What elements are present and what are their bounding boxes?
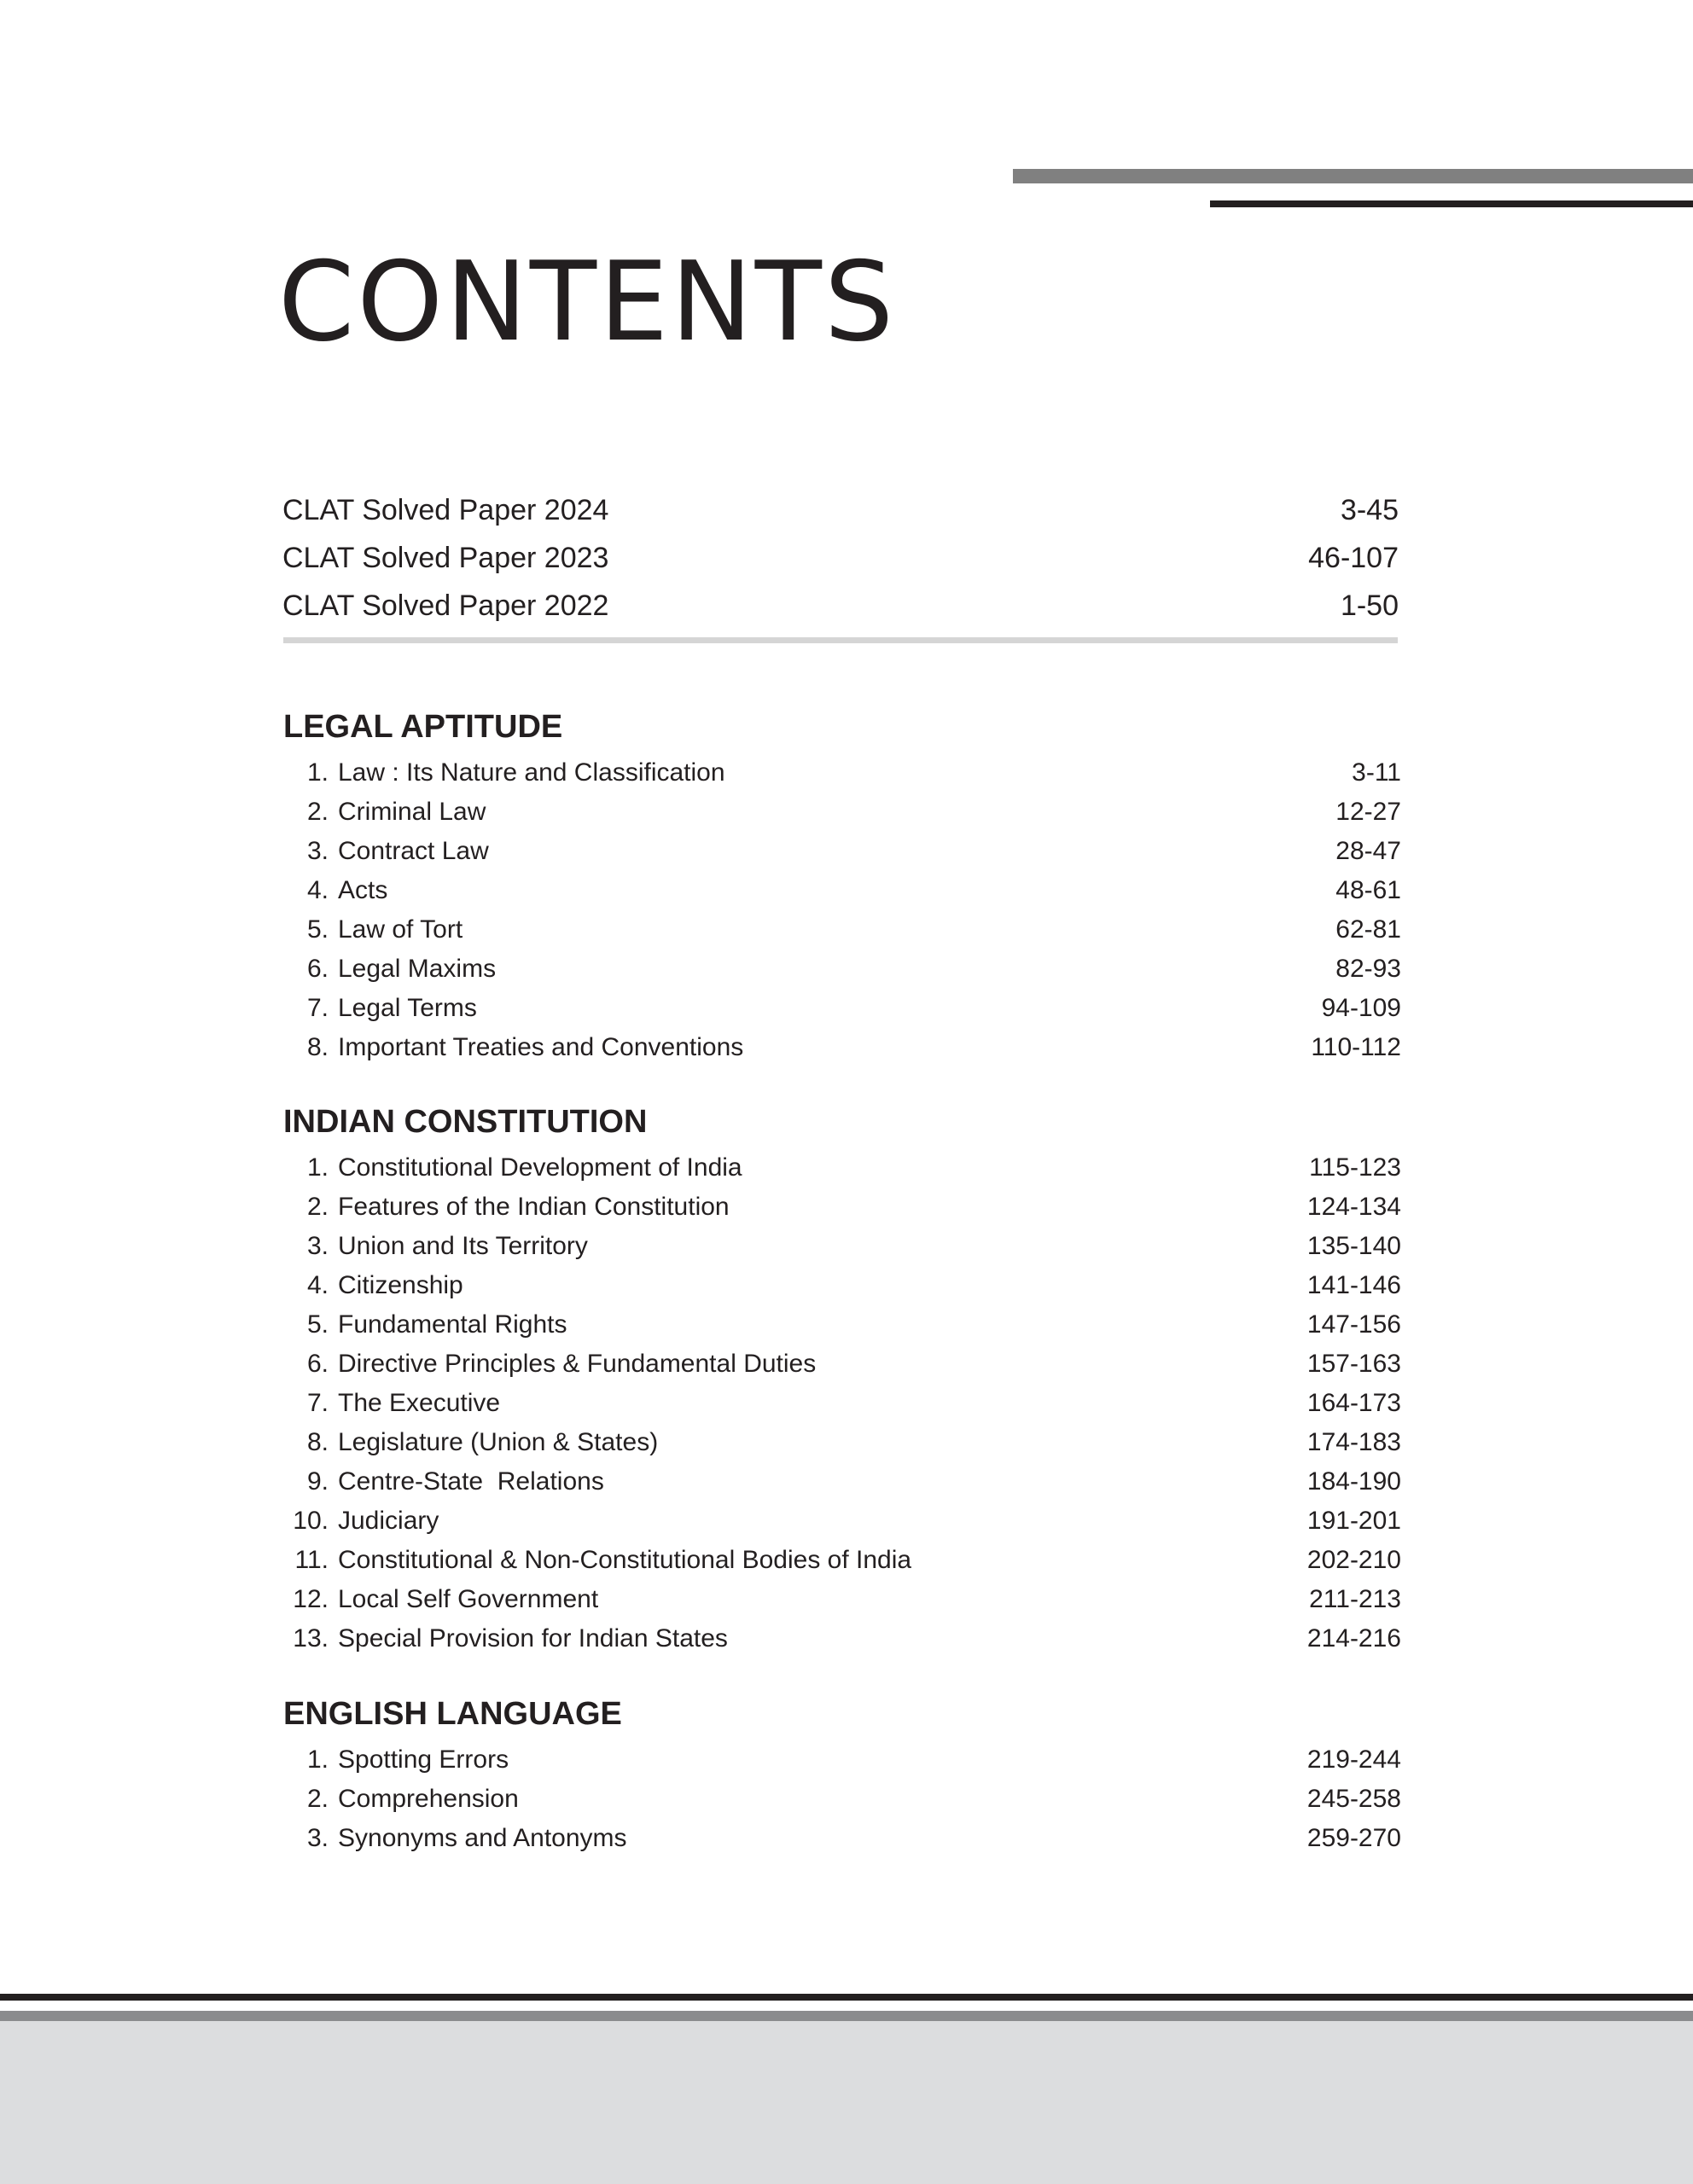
header-decor-bar-black: [1210, 200, 1693, 207]
section-title: ENGLISH LANGUAGE: [283, 1696, 622, 1732]
section-title: LEGAL APTITUDE: [283, 709, 563, 745]
toc-item-pages: 214-216: [1306, 1624, 1401, 1653]
toc-item-pages: 174-183: [1306, 1428, 1401, 1456]
toc-item-title: Spotting Errors: [338, 1745, 509, 1774]
footer-decor-bar-gray: [0, 2011, 1693, 2021]
toc-item[interactable]: [283, 871, 1401, 910]
toc-item-number: 1.: [306, 758, 329, 787]
toc-item[interactable]: [283, 910, 1401, 950]
toc-item[interactable]: [283, 1541, 1401, 1580]
toc-item-title: Citizenship: [338, 1271, 463, 1299]
toc-item-pages: 245-258: [1306, 1785, 1401, 1813]
toc-item-pages: 3-11: [1352, 758, 1401, 787]
toc-item-pages: 135-140: [1306, 1232, 1401, 1260]
toc-item[interactable]: [283, 1305, 1401, 1345]
toc-item[interactable]: [283, 950, 1401, 989]
toc-item-number: 3.: [306, 837, 329, 865]
toc-item-title: Judiciary: [338, 1507, 439, 1535]
toc-item-number: 8.: [306, 1428, 329, 1456]
toc-item-pages: 28-47: [1335, 837, 1401, 865]
solved-paper-pages: 3-45: [1340, 494, 1399, 526]
toc-item-pages: 110-112: [1311, 1033, 1401, 1061]
toc-item-pages: 62-81: [1335, 915, 1401, 944]
toc-item[interactable]: [283, 1780, 1401, 1819]
toc-item-title: Important Treaties and Conventions: [338, 1033, 744, 1061]
toc-item[interactable]: [283, 832, 1401, 871]
toc-item[interactable]: [283, 753, 1401, 793]
toc-item[interactable]: [283, 1227, 1401, 1266]
toc-item-pages: 115-123: [1309, 1153, 1401, 1182]
toc-item-title: Special Provision for Indian States: [338, 1624, 728, 1653]
toc-item[interactable]: [283, 1028, 1401, 1067]
toc-item-title: Comprehension: [338, 1785, 519, 1813]
toc-item-pages: 94-109: [1321, 994, 1401, 1022]
toc-item[interactable]: [283, 1819, 1401, 1858]
toc-item-title: Centre-State Relations: [338, 1467, 604, 1496]
footer-decor-bar-black: [0, 1994, 1693, 2001]
toc-item-pages: 191-201: [1306, 1507, 1401, 1535]
toc-item-pages: 48-61: [1335, 876, 1401, 904]
toc-item-title: Law of Tort: [338, 915, 463, 944]
toc-item-number: 10.: [293, 1507, 329, 1535]
toc-item-pages: 12-27: [1335, 798, 1401, 826]
toc-item-title: Legislature (Union & States): [338, 1428, 659, 1456]
toc-item-number: 3.: [306, 1824, 329, 1852]
toc-item-number: 6.: [306, 955, 329, 983]
toc-item-title: Contract Law: [338, 837, 489, 865]
toc-item-number: 2.: [306, 1193, 329, 1221]
toc-item-pages: 157-163: [1306, 1350, 1401, 1378]
toc-item-title: Legal Terms: [338, 994, 477, 1022]
toc-item[interactable]: [283, 1384, 1401, 1423]
solved-paper-label: CLAT Solved Paper 2024: [282, 494, 609, 526]
toc-item[interactable]: [283, 793, 1401, 832]
toc-item[interactable]: [283, 989, 1401, 1028]
toc-item-number: 1.: [306, 1153, 329, 1182]
header-decor-bar-gray: [1013, 169, 1693, 183]
toc-item-number: 4.: [306, 1271, 329, 1299]
toc-item-number: 7.: [306, 1389, 329, 1417]
toc-item-pages: 164-173: [1306, 1389, 1401, 1417]
toc-item[interactable]: [283, 1148, 1401, 1188]
solved-paper-row[interactable]: [282, 582, 1399, 630]
toc-item-pages: 147-156: [1306, 1310, 1401, 1339]
toc-item-number: 11.: [294, 1546, 329, 1574]
toc-item[interactable]: [283, 1580, 1401, 1619]
toc-item-number: 8.: [306, 1033, 329, 1061]
toc-item-pages: 82-93: [1335, 955, 1401, 983]
toc-item-pages: 124-134: [1306, 1193, 1401, 1221]
toc-item-number: 4.: [306, 876, 329, 904]
toc-item-title: Directive Principles & Fundamental Duties: [338, 1350, 817, 1378]
toc-item[interactable]: [283, 1266, 1401, 1305]
solved-paper-pages: 1-50: [1340, 590, 1399, 622]
footer-band: [0, 2021, 1693, 2184]
toc-item-pages: 141-146: [1306, 1271, 1401, 1299]
toc-item[interactable]: [283, 1462, 1401, 1502]
toc-item-title: Law : Its Nature and Classification: [338, 758, 725, 787]
toc-item-title: The Executive: [338, 1389, 501, 1417]
toc-item-number: 1.: [306, 1745, 329, 1774]
toc-item-title: Features of the Indian Constitution: [338, 1193, 730, 1221]
toc-item-number: 13.: [293, 1624, 329, 1653]
solved-paper-row[interactable]: [282, 534, 1399, 582]
toc-item-number: 2.: [306, 798, 329, 826]
toc-item[interactable]: [283, 1345, 1401, 1384]
toc-item-number: 9.: [306, 1467, 329, 1496]
toc-item[interactable]: [283, 1423, 1401, 1462]
toc-item-number: 3.: [306, 1232, 329, 1260]
solved-paper-row[interactable]: [282, 486, 1399, 534]
solved-paper-pages: 46-107: [1308, 542, 1399, 574]
toc-item-number: 5.: [306, 915, 329, 944]
toc-item-title: Local Self Government: [338, 1585, 599, 1613]
toc-item-title: Legal Maxims: [338, 955, 497, 983]
toc-item[interactable]: [283, 1619, 1401, 1658]
toc-item-title: Acts: [338, 876, 388, 904]
toc-item-title: Synonyms and Antonyms: [338, 1824, 627, 1852]
toc-item-number: 6.: [306, 1350, 329, 1378]
toc-item[interactable]: [283, 1188, 1401, 1227]
toc-item-title: Union and Its Territory: [338, 1232, 588, 1260]
papers-divider: [283, 637, 1398, 643]
solved-paper-label: CLAT Solved Paper 2022: [282, 590, 609, 622]
toc-item-title: Constitutional & Non-Constitutional Bodies of India: [338, 1546, 912, 1574]
toc-item-number: 5.: [306, 1310, 329, 1339]
toc-item-pages: 211-213: [1309, 1585, 1401, 1613]
toc-item-pages: 202-210: [1306, 1546, 1401, 1574]
toc-item-title: Constitutional Development of India: [338, 1153, 742, 1182]
solved-paper-label: CLAT Solved Paper 2023: [282, 542, 609, 574]
section-title: INDIAN CONSTITUTION: [283, 1104, 648, 1140]
toc-item-title: Fundamental Rights: [338, 1310, 567, 1339]
toc-item[interactable]: [283, 1502, 1401, 1541]
toc-item-number: 2.: [306, 1785, 329, 1813]
toc-item-pages: 219-244: [1306, 1745, 1401, 1774]
page-title: CONTENTS: [278, 239, 897, 366]
toc-item-pages: 184-190: [1306, 1467, 1401, 1496]
toc-item-title: Criminal Law: [338, 798, 486, 826]
toc-item-number: 7.: [306, 994, 329, 1022]
toc-item[interactable]: [283, 1740, 1401, 1780]
toc-item-number: 12.: [293, 1585, 329, 1613]
toc-item-pages: 259-270: [1306, 1824, 1401, 1852]
